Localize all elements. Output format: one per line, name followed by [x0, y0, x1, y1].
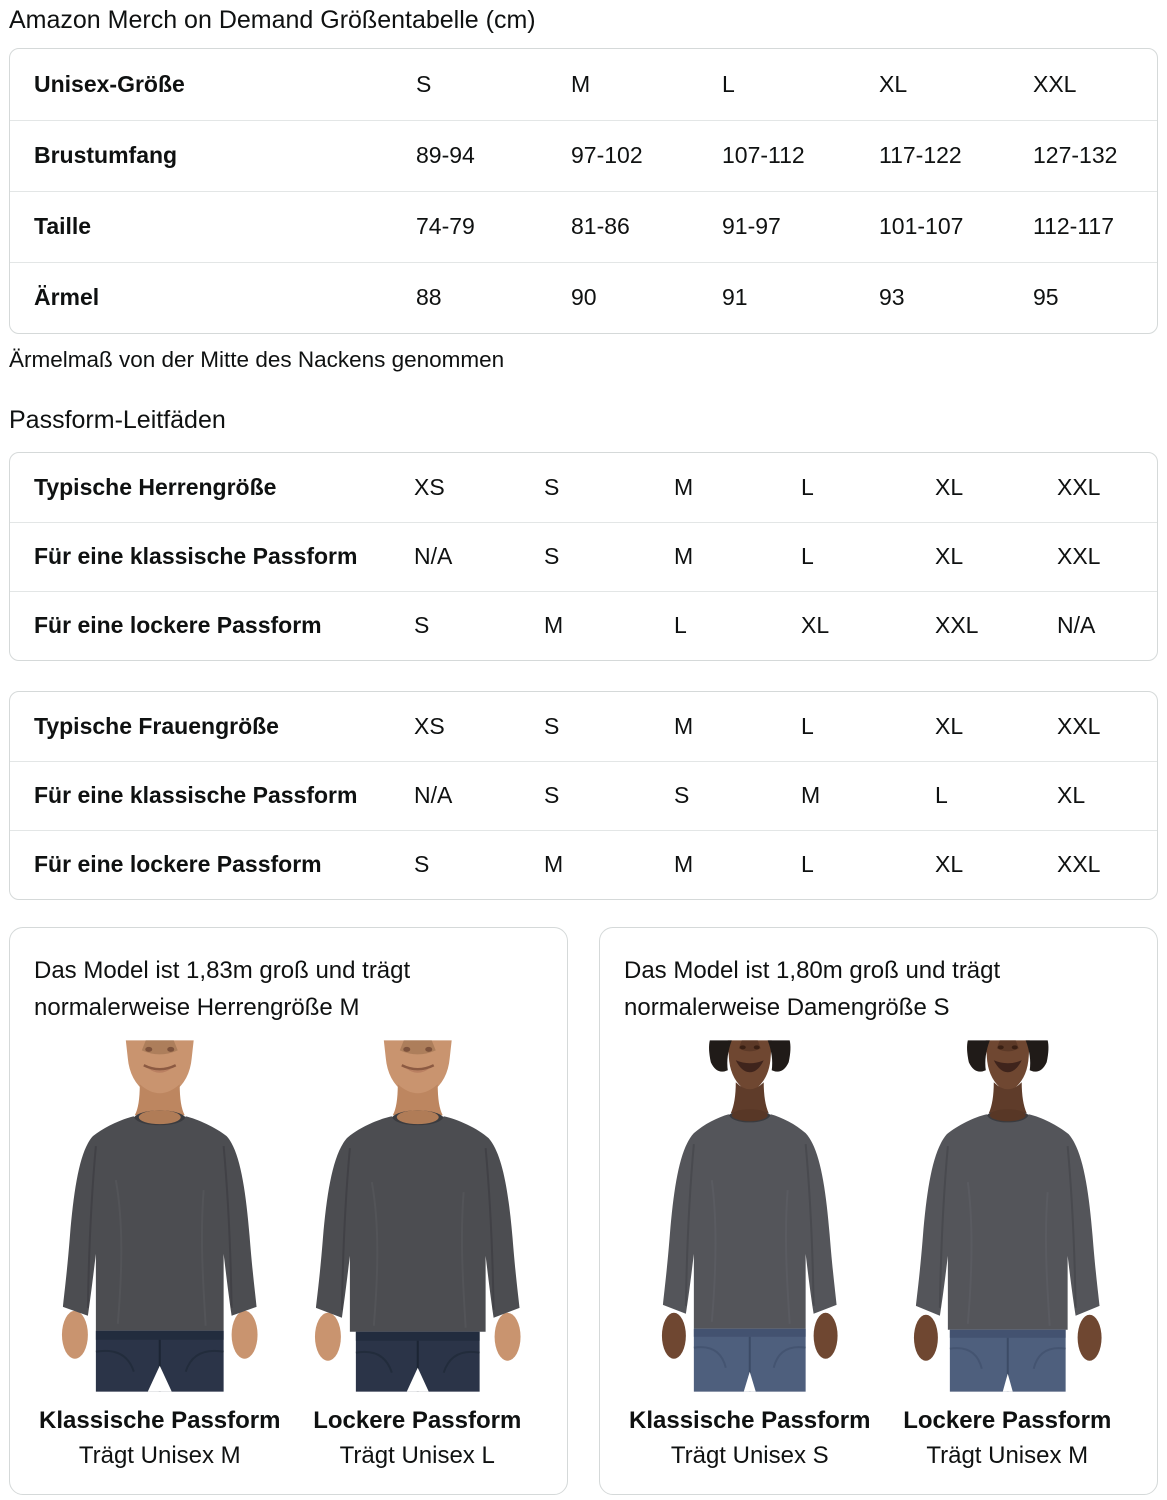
model-photos: [34, 1040, 543, 1470]
table-cell: XXL: [1033, 70, 1077, 97]
table-cell: 117-122: [879, 142, 962, 169]
model-figure: [882, 1040, 1134, 1470]
table-cell: XL: [935, 543, 964, 569]
table-cell: 91-97: [722, 213, 781, 240]
female-model-loose-fit-photo: [882, 1040, 1134, 1392]
fit-label: Klassische Passform: [39, 1406, 281, 1434]
table-cell: 81-86: [571, 213, 630, 240]
table-cell: M: [544, 612, 564, 638]
sleeve-measure-note: Ärmelmaß von der Mitte des Nackens genommen: [9, 346, 505, 372]
table-cell: XL: [935, 712, 964, 739]
mens-fit-table: [9, 452, 1158, 661]
table-row: [10, 262, 1157, 333]
table-cell: 88: [416, 284, 442, 311]
table-cell: M: [544, 851, 564, 877]
table-cell: M: [674, 543, 694, 569]
table-cell: S: [544, 543, 560, 569]
table-row: [10, 761, 1157, 830]
row-label: Typische Herrengröße: [34, 473, 277, 500]
male-model-card: [9, 927, 568, 1495]
size-label: Trägt Unisex L: [339, 1441, 495, 1469]
row-label: Für eine lockere Passform: [34, 612, 322, 638]
table-row: [10, 830, 1157, 899]
table-cell: M: [801, 782, 821, 808]
table-cell: 91: [722, 284, 748, 311]
table-cell: 112-117: [1033, 213, 1114, 240]
row-label: Ärmel: [34, 284, 100, 311]
male-model-loose-fit-photo: [292, 1040, 544, 1392]
photo-caption: [313, 1392, 521, 1470]
section-title-passform: Passform-Leitfäden: [9, 405, 226, 434]
male-model-classic-fit-photo: [34, 1040, 286, 1392]
table-cell: XL: [1057, 782, 1086, 808]
table-cell: XXL: [1057, 851, 1101, 877]
table-cell: N/A: [1057, 612, 1096, 638]
table-cell: S: [674, 782, 690, 808]
model-cards: [9, 927, 1158, 1495]
table-row: [10, 49, 1157, 120]
model-figure: [292, 1040, 544, 1470]
row-label: Taille: [34, 213, 92, 240]
fit-label: Lockere Passform: [313, 1406, 522, 1434]
table-cell: M: [674, 712, 694, 739]
table-cell: XS: [414, 712, 445, 739]
model-photos: [624, 1040, 1133, 1470]
table-cell: 107-112: [722, 142, 805, 169]
table-cell: XL: [935, 473, 964, 500]
row-label: Unisex-Größe: [34, 70, 185, 97]
photo-caption: [903, 1392, 1111, 1470]
table-row: [10, 191, 1157, 262]
table-cell: XXL: [1057, 712, 1101, 739]
table-cell: XXL: [1057, 473, 1101, 500]
fit-label: Klassische Passform: [629, 1406, 871, 1434]
table-cell: 127-132: [1033, 142, 1118, 169]
table-cell: 74-79: [416, 213, 475, 240]
table-cell: 89-94: [416, 142, 475, 169]
table-cell: L: [801, 543, 814, 569]
table-cell: L: [801, 473, 814, 500]
row-label: Typische Frauengröße: [34, 712, 279, 739]
table-cell: XL: [801, 612, 830, 638]
table-row: [10, 120, 1157, 191]
table-cell: S: [544, 473, 560, 500]
table-cell: 95: [1033, 284, 1059, 311]
table-cell: L: [674, 612, 687, 638]
row-label: Für eine klassische Passform: [34, 782, 358, 808]
model-description: Das Model ist 1,80m groß und trägt normalerweise Damengröße S: [624, 956, 1001, 1021]
table-cell: M: [674, 851, 694, 877]
table-cell: 90: [571, 284, 597, 311]
model-description: Das Model ist 1,83m groß und trägt normalerweise Herrengröße M: [34, 956, 411, 1021]
table-cell: S: [414, 851, 430, 877]
table-cell: L: [722, 70, 735, 97]
table-cell: 97-102: [571, 142, 643, 169]
model-figure: [624, 1040, 876, 1470]
female-model-card: [599, 927, 1158, 1495]
table-cell: S: [544, 712, 560, 739]
table-row: [10, 591, 1157, 660]
table-cell: L: [935, 782, 948, 808]
table-cell: XL: [935, 851, 964, 877]
fit-label: Lockere Passform: [903, 1406, 1112, 1434]
table-row: [10, 692, 1157, 761]
photo-caption: [629, 1392, 870, 1470]
size-label: Trägt Unisex M: [78, 1441, 241, 1469]
table-cell: S: [414, 612, 430, 638]
table-cell: M: [571, 70, 591, 97]
table-cell: S: [544, 782, 560, 808]
size-label: Trägt Unisex M: [926, 1441, 1089, 1469]
table-cell: XXL: [935, 612, 979, 638]
table-cell: N/A: [414, 782, 453, 808]
table-cell: 93: [879, 284, 905, 311]
table-row: [10, 453, 1157, 522]
table-row: [10, 522, 1157, 591]
table-cell: XS: [414, 473, 445, 500]
row-label: Für eine klassische Passform: [34, 543, 358, 569]
table-cell: S: [416, 70, 432, 97]
womens-fit-table: [9, 691, 1158, 900]
table-cell: L: [801, 851, 814, 877]
page-title: Amazon Merch on Demand Größentabelle (cm): [9, 6, 536, 34]
table-cell: XXL: [1057, 543, 1101, 569]
row-label: Brustumfang: [34, 142, 178, 169]
table-cell: M: [674, 473, 694, 500]
size-label: Trägt Unisex S: [670, 1441, 829, 1469]
table-cell: L: [801, 712, 814, 739]
photo-caption: [39, 1392, 280, 1470]
table-cell: 101-107: [879, 213, 964, 240]
model-figure: [34, 1040, 286, 1470]
unisex-size-table: [9, 48, 1158, 334]
row-label: Für eine lockere Passform: [34, 851, 322, 877]
female-model-classic-fit-photo: [624, 1040, 876, 1392]
table-cell: N/A: [414, 543, 453, 569]
table-cell: XL: [879, 70, 908, 97]
